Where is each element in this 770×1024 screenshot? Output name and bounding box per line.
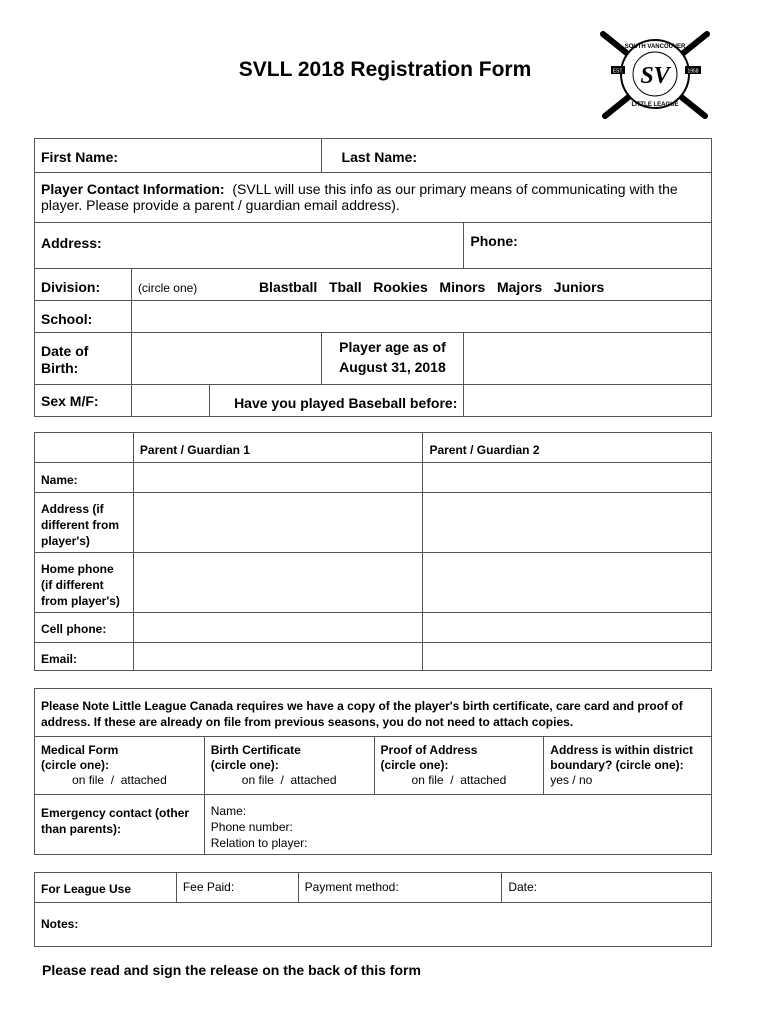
logo-est: EST. <box>612 68 624 75</box>
proof-address-sub: (circle one): <box>380 758 449 772</box>
division-options[interactable] <box>131 269 711 301</box>
address-field[interactable] <box>35 223 464 269</box>
guardian-address-label: Address (if different from player's) <box>35 493 134 553</box>
contact-text: (SVLL will use this info as our primary means of communicating with the player. Please provide a parent / guardian email address). <box>41 181 678 213</box>
emergency-relation-label: Relation to player: <box>210 836 308 850</box>
division-label: Division: <box>35 269 132 301</box>
played-before-label: Have you played Baseball before: <box>209 385 464 417</box>
medical-form-options: on file / attached <box>72 773 167 787</box>
school-label: School: <box>35 301 132 333</box>
payment-method-field[interactable] <box>298 873 502 903</box>
footer-note: Please read and sign the release on the back of this form <box>42 962 421 978</box>
last-name-label: Last Name: <box>341 149 418 165</box>
league-logo <box>597 28 713 124</box>
guardian-email-label: Email: <box>35 643 134 671</box>
sex-label: Sex M/F: <box>35 385 132 417</box>
guardian-2-cell-input[interactable] <box>423 613 712 643</box>
league-use-label: For League Use <box>35 873 177 903</box>
fee-paid-field[interactable] <box>176 873 298 903</box>
guardian-name-label: Name: <box>35 463 134 493</box>
guardian-header-blank <box>35 433 134 463</box>
emergency-contact-label: Emergency contact (other than parents): <box>35 795 205 855</box>
phone-field[interactable] <box>464 223 712 269</box>
notes-field[interactable] <box>35 903 712 947</box>
guardian-2-header: Parent / Guardian 2 <box>423 433 712 463</box>
guardian-home-phone-label: Home phone (if different from player's) <box>35 553 134 613</box>
dob-label: Date of Birth: <box>35 333 132 385</box>
district-cell[interactable] <box>544 737 712 795</box>
first-name-field[interactable] <box>35 139 322 173</box>
age-label: Player age as of August 31, 2018 <box>321 333 464 385</box>
proof-address-cell[interactable] <box>374 737 544 795</box>
emergency-contact-fields[interactable] <box>204 795 711 855</box>
medical-form-title: Medical Form <box>41 743 119 757</box>
documents-note: Please Note Little League Canada requires we have a copy of the player's birth certificate, care card and proof of address. If these are already on file from previous seasons, you do not need to attach copies. <box>35 689 712 737</box>
division-list: Blastball Tball Rookies Minors Majors Juniors <box>258 279 605 295</box>
logo-year: 1958 <box>687 68 699 75</box>
guardian-2-address-input[interactable] <box>423 493 712 553</box>
division-circle-one: (circle one) <box>137 281 198 295</box>
player-info-table <box>34 138 712 417</box>
logo-monogram: SV <box>640 63 670 89</box>
guardian-1-address-input[interactable] <box>133 493 423 553</box>
logo-bottom-text: LITTLE LEAGUE <box>631 102 679 108</box>
guardian-2-home-phone-input[interactable] <box>423 553 712 613</box>
district-options: yes / no <box>550 773 593 787</box>
emergency-name-label: Name: <box>210 804 247 818</box>
fee-paid-label: Fee Paid: <box>182 880 235 894</box>
date-label: Date: <box>508 880 538 894</box>
contact-heading: Player Contact Information: <box>41 181 225 197</box>
date-field[interactable] <box>502 873 712 903</box>
sex-input[interactable] <box>131 385 209 417</box>
documents-table <box>34 688 712 855</box>
school-input[interactable] <box>131 301 711 333</box>
guardian-1-cell-input[interactable] <box>133 613 423 643</box>
phone-label: Phone: <box>470 233 518 249</box>
birth-cert-options: on file / attached <box>241 773 337 787</box>
guardian-1-name-input[interactable] <box>133 463 423 493</box>
league-use-table <box>34 872 712 947</box>
birth-cert-sub: (circle one): <box>210 758 279 772</box>
first-name-label: First Name: <box>41 149 119 165</box>
notes-label: Notes: <box>41 917 79 931</box>
guardian-1-home-phone-input[interactable] <box>133 553 423 613</box>
birth-cert-title: Birth Certificate <box>210 743 301 757</box>
emergency-phone-label: Phone number: <box>210 820 293 834</box>
district-title: Address is within district boundary? (circle one): <box>550 743 693 772</box>
last-name-field[interactable] <box>321 139 711 173</box>
proof-address-options: on file / attached <box>411 773 507 787</box>
guardians-table <box>34 432 712 671</box>
medical-form-sub: (circle one): <box>41 758 110 772</box>
form-title: SVLL 2018 Registration Form <box>238 58 532 81</box>
proof-address-title: Proof of Address <box>380 743 478 757</box>
guardian-1-header: Parent / Guardian 1 <box>133 433 423 463</box>
player-contact-info <box>35 173 712 223</box>
guardian-2-name-input[interactable] <box>423 463 712 493</box>
guardian-cell-label: Cell phone: <box>35 613 134 643</box>
dob-input[interactable] <box>131 333 321 385</box>
guardian-1-email-input[interactable] <box>133 643 423 671</box>
address-label: Address: <box>41 235 102 251</box>
age-input[interactable] <box>464 333 712 385</box>
guardian-2-email-input[interactable] <box>423 643 712 671</box>
played-before-input[interactable] <box>464 385 712 417</box>
birth-cert-cell[interactable] <box>204 737 374 795</box>
medical-form-cell[interactable] <box>35 737 205 795</box>
logo-top-text: SOUTH VANCOUVER <box>624 44 686 50</box>
payment-method-label: Payment method: <box>304 880 399 894</box>
